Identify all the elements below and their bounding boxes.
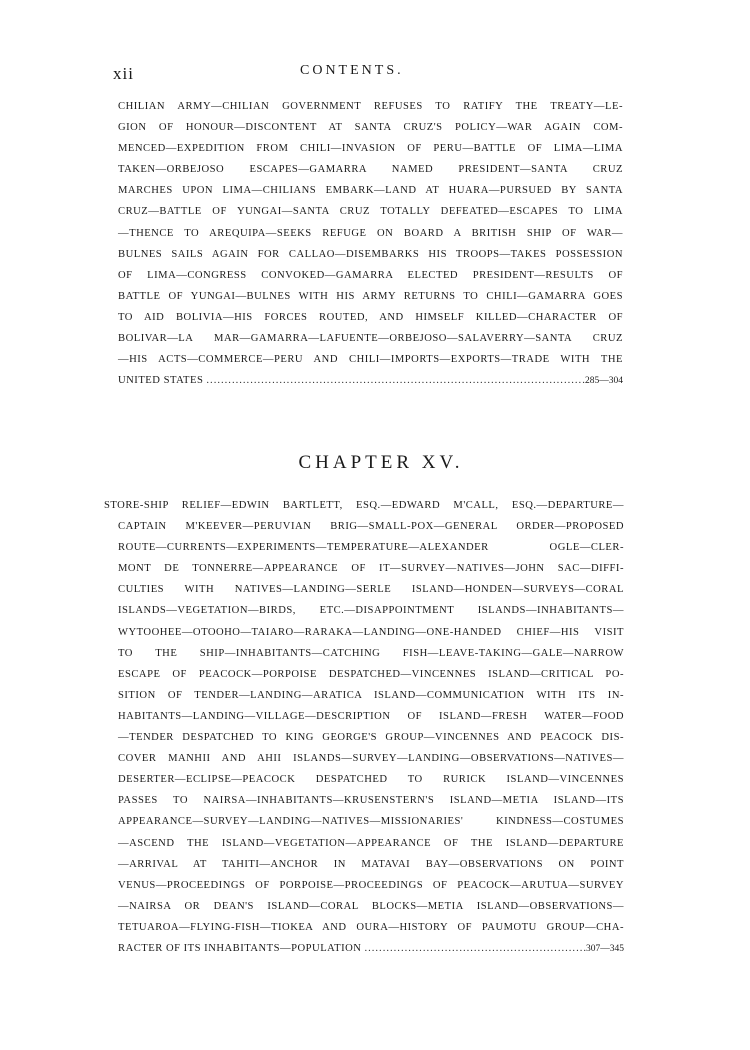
page-range: 307—345 bbox=[586, 943, 624, 954]
chapter-summary bbox=[104, 495, 624, 960]
summary-line: PASSES TO NAIRSA—INHABITANTS—KRUSENSTERN'S ISLAND—METIA ISLAND—ITS bbox=[118, 795, 624, 807]
summary-line: MENCED—EXPEDITION FROM CHILI—INVASION OF PERU—BATTLE OF LIMA—LIMA bbox=[118, 143, 623, 155]
summary-line: HABITANTS—LANDING—VILLAGE—DESCRIPTION OF ISLAND—FRESH WATER—FOOD bbox=[118, 710, 624, 722]
summary-line: —NAIRSA OR DEAN'S ISLAND—CORAL BLOCKS—METIA ISLAND—OBSERVATIONS— bbox=[118, 900, 624, 912]
summary-line: BATTLE OF YUNGAI—BULNES WITH HIS ARMY RETURNS TO CHILI—GAMARRA GOES bbox=[118, 290, 623, 302]
summary-line: ESCAPE OF PEACOCK—PORPOISE DESPATCHED—VINCENNES ISLAND—CRITICAL PO- bbox=[118, 668, 624, 680]
summary-line: OF LIMA—CONGRESS CONVOKED—GAMARRA ELECTED PRESIDENT—RESULTS OF bbox=[118, 269, 623, 281]
chapter-heading: CHAPTER XV. bbox=[298, 452, 464, 473]
summary-line: MARCHES UPON LIMA—CHILIANS EMBARK—LAND AT HUARA—PURSUED BY SANTA bbox=[118, 185, 623, 197]
summary-last-line bbox=[104, 938, 624, 960]
summary-line: —ARRIVAL AT TAHITI—ANCHOR IN MATAVAI BAY—OBSERVATIONS ON POINT bbox=[118, 858, 624, 870]
summary-line: STORE-SHIP RELIEF—EDWIN BARTLETT, ESQ.—EDWARD M'CALL, ESQ.—DEPARTURE— bbox=[104, 500, 624, 511]
page-number: xii bbox=[113, 64, 134, 83]
summary-last-line bbox=[118, 370, 623, 392]
summary-line: GION OF HONOUR—DISCONTENT AT SANTA CRUZ'S POLICY—WAR AGAIN COM- bbox=[118, 122, 623, 134]
summary-line: —HIS ACTS—COMMERCE—PERU AND CHILI—IMPORTS—EXPORTS—TRADE WITH THE bbox=[118, 354, 623, 366]
dot-leader bbox=[203, 370, 585, 391]
summary-line: CHILIAN ARMY—CHILIAN GOVERNMENT REFUSES TO RATIFY THE TREATY—LE- bbox=[118, 101, 623, 112]
summary-line: BULNES SAILS AGAIN FOR CALLAO—DISEMBARKS HIS TROOPS—TAKES POSSESSION bbox=[118, 248, 623, 260]
summary-line: —ASCEND THE ISLAND—VEGETATION—APPEARANCE OF THE ISLAND—DEPARTURE bbox=[118, 837, 624, 849]
summary-line-text: RACTER OF ITS INHABITANTS—POPULATION bbox=[118, 942, 362, 954]
chapter-summary-previous bbox=[118, 96, 623, 392]
summary-line: TO AID BOLIVIA—HIS FORCES ROUTED, AND HIMSELF KILLED—CHARACTER OF bbox=[118, 311, 623, 323]
summary-line: BOLIVAR—LA MAR—GAMARRA—LAFUENTE—ORBEJOSO—SALAVERRY—SANTA CRUZ bbox=[118, 333, 623, 345]
summary-line: TO THE SHIP—INHABITANTS—CATCHING FISH—LEAVE-TAKING—GALE—NARROW bbox=[118, 647, 624, 659]
summary-line: —TENDER DESPATCHED TO KING GEORGE'S GROUP—VINCENNES AND PEACOCK DIS- bbox=[118, 732, 624, 744]
summary-line: —THENCE TO AREQUIPA—SEEKS REFUGE ON BOARD A BRITISH SHIP OF WAR— bbox=[118, 227, 623, 239]
summary-line: ISLANDS—VEGETATION—BIRDS, ETC.—DISAPPOINTMENT ISLANDS—INHABITANTS— bbox=[118, 605, 624, 617]
summary-line: VENUS—PROCEEDINGS OF PORPOISE—PROCEEDINGS OF PEACOCK—ARUTUA—SURVEY bbox=[118, 879, 624, 891]
summary-line: CRUZ—BATTLE OF YUNGAI—SANTA CRUZ TOTALLY DEFEATED—ESCAPES TO LIMA bbox=[118, 206, 623, 218]
summary-line: COVER MANHII AND AHII ISLANDS—SURVEY—LANDING—OBSERVATIONS—NATIVES— bbox=[118, 753, 624, 765]
dot-leader bbox=[361, 938, 586, 959]
summary-line: APPEARANCE—SURVEY—LANDING—NATIVES—MISSIONARIES' KINDNESS—COSTUMES bbox=[118, 816, 624, 828]
summary-line: SITION OF TENDER—LANDING—ARATICA ISLAND—COMMUNICATION WITH ITS IN- bbox=[118, 689, 624, 701]
summary-line: TAKEN—ORBEJOSO ESCAPES—GAMARRA NAMED PRESIDENT—SANTA CRUZ bbox=[118, 164, 623, 176]
page-range: 285—304 bbox=[585, 376, 623, 387]
summary-line: DESERTER—ECLIPSE—PEACOCK DESPATCHED TO RURICK ISLAND—VINCENNES bbox=[118, 774, 624, 786]
summary-line-text: UNITED STATES bbox=[118, 375, 204, 387]
summary-line: TETUAROA—FLYING-FISH—TIOKEA AND OURA—HISTORY OF PAUMOTU GROUP—CHA- bbox=[118, 921, 624, 933]
summary-line: CAPTAIN M'KEEVER—PERUVIAN BRIG—SMALL-POX—GENERAL ORDER—PROPOSED bbox=[118, 521, 624, 533]
summary-line: CULTIES WITH NATIVES—LANDING—SERLE ISLAND—HONDEN—SURVEYS—CORAL bbox=[118, 584, 624, 596]
summary-line: MONT DE TONNERRE—APPEARANCE OF IT—SURVEY—NATIVES—JOHN SAC—DIFFI- bbox=[118, 563, 624, 575]
summary-line: ROUTE—CURRENTS—EXPERIMENTS—TEMPERATURE—ALEXANDER OGLE—CLER- bbox=[118, 542, 624, 554]
running-head: CONTENTS. bbox=[300, 63, 404, 78]
summary-line: WYTOOHEE—OTOOHO—TAIARO—RARAKA—LANDING—ONE-HANDED CHIEF—HIS VISIT bbox=[118, 626, 624, 638]
